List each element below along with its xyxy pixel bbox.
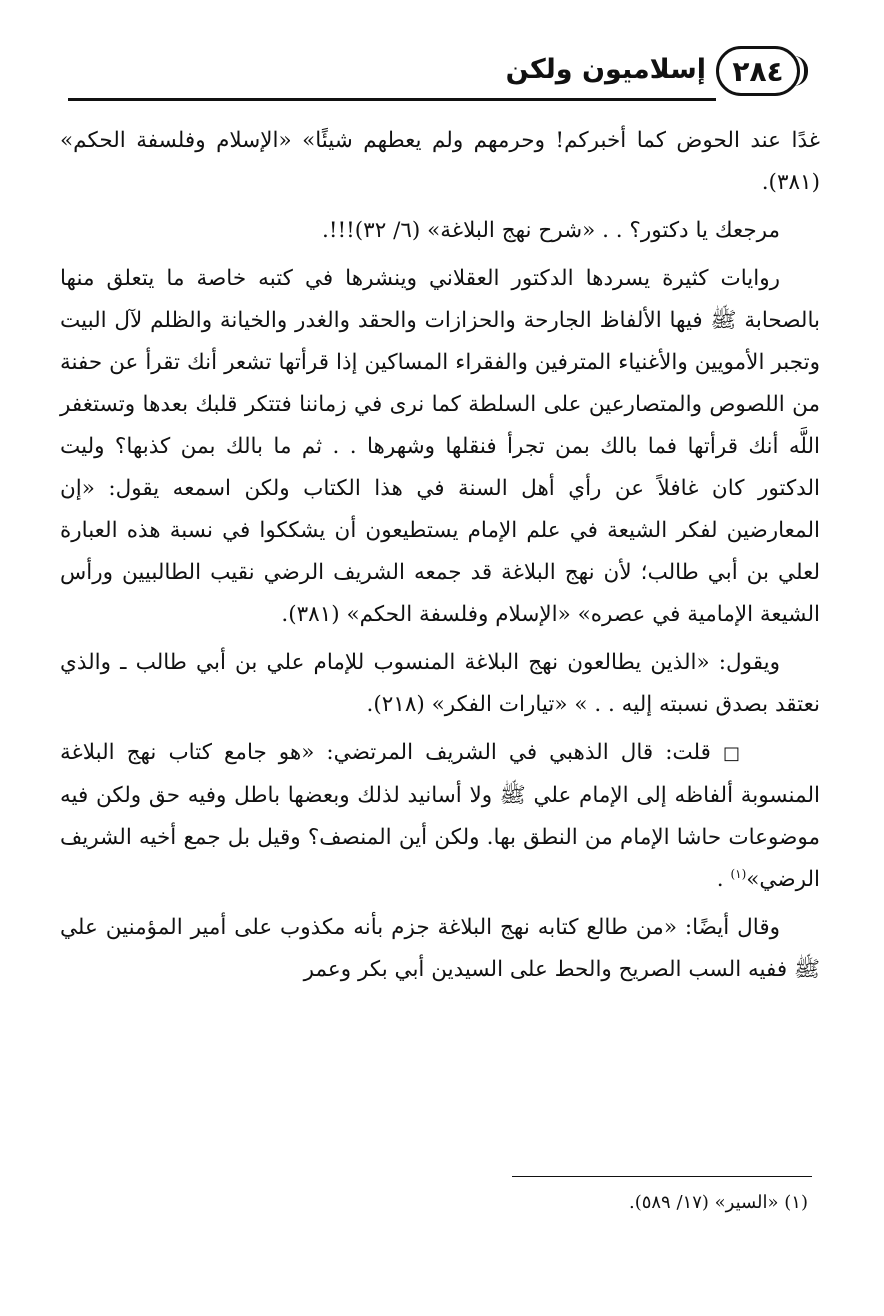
paragraph: روايات كثيرة يسردها الدكتور العقلاني وينشرها في كتبه خاصة ما يتعلق منها بالصحابة ﷺ فيها الألفاظ الجارحة والحزازات والحقد والغدر والخيانة والظلم لآل البيت وتجبر الأمويين والأغنياء المترفين والفقراء المساكين إذا قرأتها تشعر أنك تقرأ عن حفنة من اللصوص والمتصارعين على السلطة كما نرى في زماننا فتتكر قلبك بعدها وتستغفر اللَّه أنك قرأتها فما بالك بمن تجرأ فنقلها وشهرها . . ثم ما بالك بمن كذبها؟ وليت الدكتور كان غافلاً عن رأي أهل السنة في هذا الكتاب ولكن اسمعه يقول: «إن المعارضين لفكر الشيعة في علم الإمام يستطيعون أن يشككوا في نسبة هذه العبارة لعلي بن أبي طالب؛ لأن نهج البلاغة قد جمعه الشريف الرضي نقيب الطالبيين ورأس الشيعة الإمامية في عصره» «الإسلام وفلسفة الحكم» (٣٨١). — [60, 266, 820, 627]
paragraph: مرجعك يا دكتور؟ . . «شرح نهج البلاغة» (٦/ ٣٢)!!!. — [322, 218, 780, 243]
paragraph: غدًا عند الحوض كما أخبركم! وحرمهم ولم يعطهم شيئًا» «الإسلام وفلسفة الحكم» (٣٨١). — [60, 128, 820, 195]
section-marker: □ — [722, 743, 740, 764]
header-rule — [68, 98, 716, 101]
footnote: (١) «السير» (١٧/ ٥٨٩). — [628, 1192, 808, 1213]
paragraph: وقال أيضًا: «من طالع كتابه نهج البلاغة جزم بأنه مكذوب على أمير المؤمنين علي ﷺ ففيه السب الصريح والحط على السيدين أبي بكر وعمر — [60, 915, 820, 982]
footnote-rule — [512, 1176, 812, 1177]
page-header — [0, 40, 884, 104]
paragraph — [60, 732, 820, 901]
footnote-ref[interactable]: (١) — [730, 866, 747, 881]
running-title: إسلاميون ولكن — [505, 54, 706, 85]
page-number-ornament — [794, 56, 808, 86]
page-number: ٢٨٤ — [716, 46, 800, 96]
body-text — [60, 120, 820, 997]
paragraph-tail: . — [716, 867, 731, 892]
paragraph: ويقول: «الذين يطالعون نهج البلاغة المنسوب للإمام علي بن أبي طالب ـ والذي نعتقد بصدق نسبته إليه . . » «تيارات الفكر» (٢١٨). — [60, 650, 820, 717]
paragraph-text: قلت: قال الذهبي في الشريف المرتضي: «هو جامع كتاب نهج البلاغة المنسوبة ألفاظه إلى الإمام علي ﷺ ولا أسانيد لذلك وبعضها باطل وفيه حق ولكن فيه موضوعات حاشا الإمام من النطق بها. ولكن أين المنصف؟ وقيل بل جمع أخيه الشريف الرضي» — [60, 740, 820, 892]
